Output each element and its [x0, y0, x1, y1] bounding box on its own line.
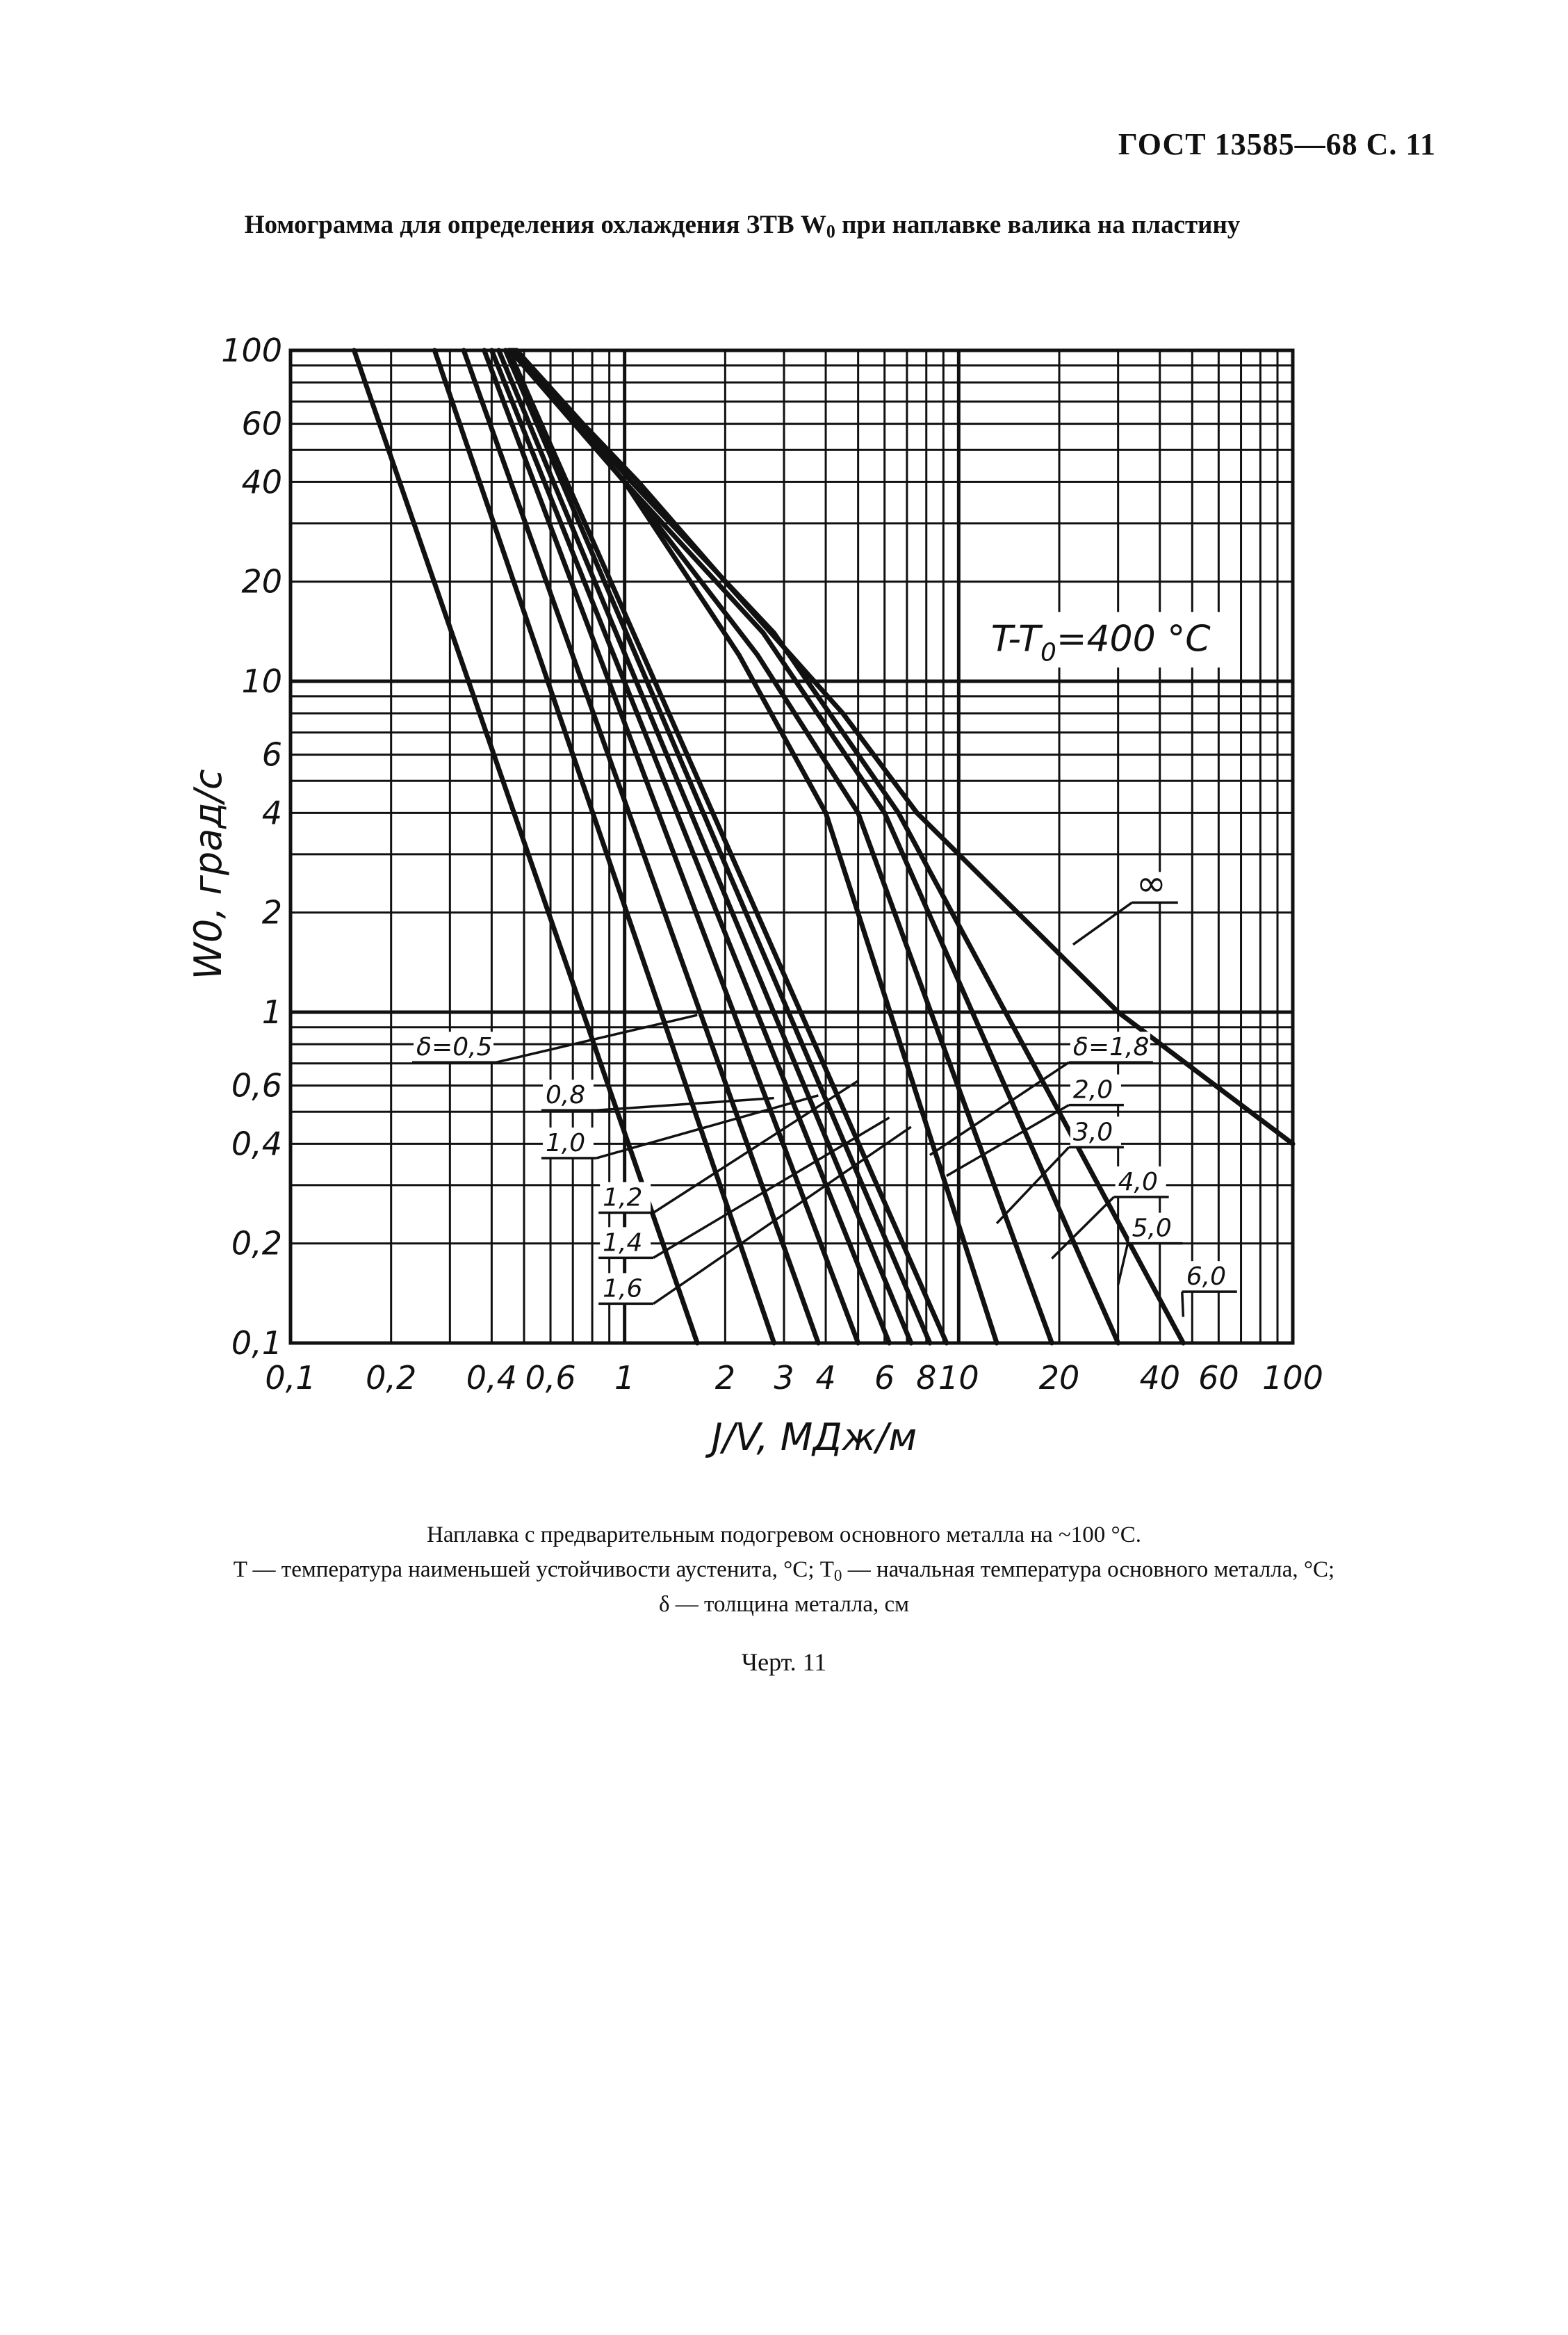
- temperature-annotation: [977, 612, 1220, 667]
- y-tick-label: 4: [261, 794, 282, 832]
- chart-title-main: Номограмма для определения охлаждения ЗТВ W: [244, 211, 826, 239]
- series-line: [499, 350, 911, 1343]
- x-tick-label: 20: [1038, 1359, 1080, 1397]
- series-label: 2,0: [1072, 1075, 1113, 1105]
- caption-line-3: δ — толщина металла, см: [658, 1592, 910, 1617]
- x-tick-label: 2: [714, 1359, 736, 1397]
- annotation-text: [991, 618, 1211, 667]
- caption-line-2-main: T — температура наименьшей устойчивости аустенита, °С; T: [233, 1557, 834, 1582]
- x-tick-label: 6: [874, 1359, 895, 1397]
- x-tick-label: 0,4: [466, 1359, 517, 1397]
- x-tick-label: 100: [1262, 1359, 1323, 1397]
- page-header: ГОСТ 13585—68 С. 11: [1118, 127, 1436, 161]
- chart-title-rest: при наплавке валика на пластину: [835, 211, 1241, 239]
- annotation-main: T-T: [990, 618, 1041, 660]
- y-tick-label: 0,1: [231, 1324, 282, 1362]
- x-axis-label: J/V, МДж/м: [711, 1415, 917, 1459]
- series-line: [505, 350, 930, 1343]
- series-label: δ=1,8: [1072, 1033, 1150, 1062]
- caption-line-2: [0, 1557, 1568, 1585]
- series-line: [484, 350, 858, 1343]
- y-tick-labels: [221, 332, 282, 1362]
- caption-line-1: Наплавка с предварительным подогревом основного металла на ~100 °С.: [426, 1522, 1141, 1547]
- series-label: 6,0: [1186, 1262, 1227, 1292]
- caption-line-2-sub: 0: [833, 1565, 842, 1584]
- series-label: 4,0: [1118, 1167, 1158, 1196]
- series-label: 1,4: [603, 1228, 643, 1258]
- series-label: ∞: [1136, 863, 1167, 905]
- caption-line-2-rest: — начальная температура основного металла, °С;: [842, 1557, 1335, 1582]
- series-label: 3,0: [1072, 1118, 1113, 1147]
- x-tick-label: 0,1: [265, 1359, 316, 1397]
- series-label-leader: [1182, 1292, 1184, 1317]
- y-axis-label: W0, град/с: [186, 769, 230, 980]
- series-label: 1,6: [603, 1274, 643, 1303]
- y-tick-label: 2: [261, 893, 282, 931]
- series-line: [510, 350, 997, 1343]
- series-label: 0,8: [545, 1081, 586, 1110]
- series-line: [509, 350, 947, 1343]
- y-tick-label: 6: [261, 735, 282, 774]
- x-tick-label: 60: [1198, 1359, 1239, 1397]
- x-tick-label: 0,2: [366, 1359, 417, 1397]
- x-tick-label: 1: [614, 1359, 635, 1397]
- series-label-leader: [1073, 902, 1132, 944]
- x-tick-label: 40: [1139, 1359, 1180, 1397]
- y-tick-label: 1: [261, 993, 282, 1031]
- series-label: 5,0: [1132, 1214, 1172, 1243]
- series-label-leader: [1052, 1197, 1113, 1259]
- x-tick-label: 10: [938, 1359, 979, 1397]
- x-tick-labels: [265, 1359, 1323, 1397]
- series-label-leader: [653, 1127, 911, 1303]
- y-tick-label: 0,2: [231, 1224, 282, 1262]
- annotation-rest: =400 °C: [1056, 618, 1211, 660]
- chart-title-sub: 0: [826, 221, 835, 242]
- x-tick-label: 8: [916, 1359, 937, 1397]
- annotation-sub: 0: [1040, 638, 1056, 667]
- series-label: 1,2: [603, 1183, 643, 1212]
- y-tick-label: 20: [241, 562, 282, 601]
- x-tick-label: 3: [774, 1359, 794, 1397]
- y-tick-label: 0,4: [231, 1125, 282, 1163]
- series-label-leader: [653, 1118, 889, 1258]
- series-label: δ=0,5: [416, 1033, 493, 1062]
- x-tick-label: 4: [815, 1359, 836, 1397]
- y-tick-label: 10: [241, 662, 282, 700]
- x-tick-label: 0,6: [525, 1359, 576, 1397]
- figure-number: Черт. 11: [741, 1648, 827, 1676]
- series-label-leader: [1118, 1244, 1128, 1285]
- y-tick-label: 0,6: [231, 1066, 282, 1105]
- y-tick-label: 60: [241, 405, 282, 443]
- series-label: 1,0: [545, 1129, 586, 1158]
- y-tick-label: 100: [221, 332, 282, 369]
- y-tick-label: 40: [241, 463, 282, 501]
